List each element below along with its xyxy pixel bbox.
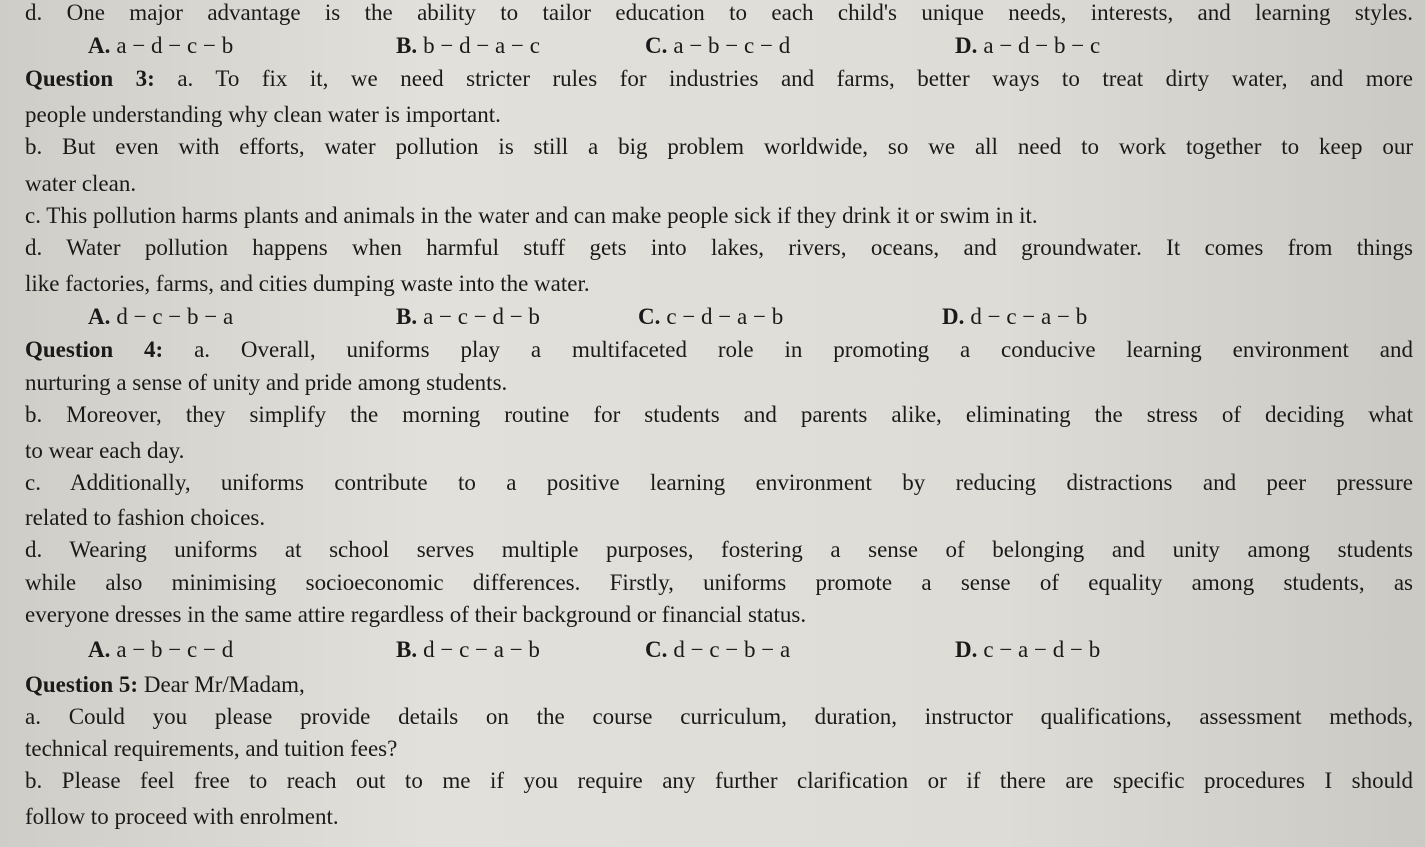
option-letter: A.	[88, 304, 111, 329]
q4-option-c[interactable]	[645, 635, 790, 665]
q4-line-9: everyone dresses in the same attire regardless of their background or financial status.	[25, 602, 807, 627]
q5-line-5: follow to proceed with enrolment.	[25, 804, 339, 829]
q4-text: a. Overall, uniforms play a multifaceted role in promoting a conducive learning environment and	[163, 337, 1413, 362]
option-text: d − c − a − b	[970, 304, 1088, 329]
q3-line-5: c. This pollution harms plants and animals in the water and can make people sick if they drink it or swim in it.	[25, 203, 1038, 228]
q2-options	[0, 31, 1425, 61]
option-text: b − d − a − c	[423, 33, 540, 58]
q5-line-4: b. Please feel free to reach out to me if you require any further clarification or if there are specific procedures I should	[25, 768, 1413, 793]
option-text: a − d − c − b	[116, 33, 234, 58]
option-letter: D.	[942, 304, 965, 329]
q2-option-c[interactable]	[645, 31, 790, 61]
option-letter: C.	[645, 637, 668, 662]
q4-line-7: d. Wearing uniforms at school serves multiple purposes, fostering a sense of belonging and unity among students	[25, 537, 1413, 562]
q4-line-6: related to fashion choices.	[25, 505, 266, 530]
option-letter: B.	[396, 33, 418, 58]
q5-label: Question 5:	[25, 672, 139, 697]
q4-line-5: c. Additionally, uniforms contribute to a positive learning environment by reducing distractions and peer pressure	[25, 470, 1413, 495]
option-text: d − c − b − a	[673, 637, 791, 662]
option-letter: D.	[955, 33, 978, 58]
q3-line-1	[25, 64, 1413, 94]
q3-option-b[interactable]	[396, 302, 540, 332]
q5-line-1	[25, 670, 1413, 700]
option-text: c − a − d − b	[983, 637, 1101, 662]
q3-option-c[interactable]	[638, 302, 783, 332]
q4-line-3: b. Moreover, they simplify the morning routine for students and parents alike, eliminating the stress of deciding what	[25, 402, 1413, 427]
option-text: d − c − b − a	[116, 304, 234, 329]
q3-option-a[interactable]	[88, 302, 233, 332]
q3-options	[0, 302, 1425, 332]
option-letter: A.	[88, 637, 111, 662]
option-letter: B.	[396, 304, 418, 329]
q4-option-a[interactable]	[88, 635, 233, 665]
q3-text: a. To fix it, we need stricter rules for industries and farms, better ways to treat dirty water, and more	[154, 66, 1413, 91]
q3-line-3: b. But even with efforts, water pollution is still a big problem worldwide, so we all need to work together to keep our	[25, 134, 1413, 159]
option-text: a − b − c − d	[116, 637, 234, 662]
q3-line-6: d. Water pollution happens when harmful stuff gets into lakes, rivers, oceans, and groundwater. It comes from things	[25, 235, 1413, 260]
option-letter: B.	[396, 637, 418, 662]
q3-label: Question 3:	[25, 66, 155, 91]
option-text: a − d − b − c	[983, 33, 1101, 58]
q4-option-d[interactable]	[955, 635, 1100, 665]
option-letter: C.	[645, 33, 668, 58]
q4-label: Question 4:	[25, 337, 164, 362]
option-text: a − b − c − d	[673, 33, 791, 58]
q5-text: Dear Mr/Madam,	[138, 672, 305, 697]
q2-option-b[interactable]	[396, 31, 540, 61]
option-text: c − d − a − b	[666, 304, 784, 329]
option-letter: A.	[88, 33, 111, 58]
q3-line-7: like factories, farms, and cities dumping waste into the water.	[25, 271, 590, 296]
option-letter: C.	[638, 304, 661, 329]
q4-options	[0, 635, 1425, 665]
q5-line-2: a. Could you please provide details on the course curriculum, duration, instructor qualifications, assessment methods,	[25, 704, 1413, 729]
q4-line-1	[25, 335, 1413, 365]
q3-option-d[interactable]	[942, 302, 1087, 332]
option-letter: D.	[955, 637, 978, 662]
q2-sentence-d: d. One major advantage is the ability to tailor education to each child's unique needs, interests, and learning styles.	[25, 0, 1413, 25]
q5-line-3: technical requirements, and tuition fees?	[25, 736, 398, 761]
q2-option-a[interactable]	[88, 31, 233, 61]
q3-line-2: people understanding why clean water is important.	[25, 102, 501, 127]
q4-line-2: nurturing a sense of unity and pride among students.	[25, 370, 508, 395]
q2-option-d[interactable]	[955, 31, 1100, 61]
q4-line-4: to wear each day.	[25, 438, 185, 463]
q4-option-b[interactable]	[396, 635, 540, 665]
option-text: d − c − a − b	[423, 637, 540, 662]
q4-line-8: while also minimising socioeconomic differences. Firstly, uniforms promote a sense of equality among students, as	[25, 570, 1413, 595]
option-text: a − c − d − b	[423, 304, 540, 329]
q3-line-4: water clean.	[25, 171, 137, 196]
